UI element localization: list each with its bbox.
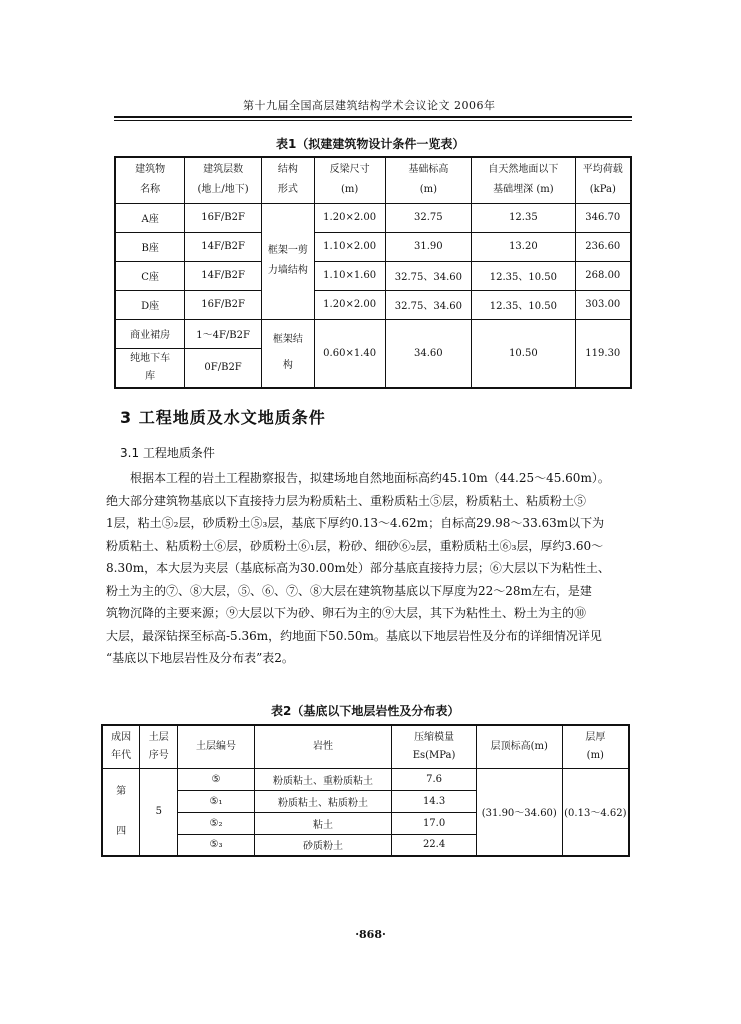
header-cell: 压缩模量 Es(MPa) [392,725,477,768]
table-cell: ⑤₁ [178,790,255,812]
table-cell: ⑤₂ [178,812,255,834]
table-row [115,290,631,319]
page-number: ·868· [355,928,386,941]
header-cell: 土层编号 [178,725,255,768]
structure-type-cell: 框架一剪力墙结构 [261,203,314,319]
table-row [102,768,629,790]
body-paragraph [106,467,640,670]
table-cell: 粉质粘土、粘质粉土 [254,790,391,812]
header-cell: 层厚 (m) [562,725,629,768]
era-cell: 第 四 [102,768,140,856]
table-cell: 1.10×1.60 [314,261,385,290]
table-cell: 粉质粘土、重粉质粘土 [254,768,391,790]
table-cell: (31.90～34.60) [476,768,562,856]
text-line: 1层，粘土⑤₂层，砂质粉土⑤₃层，基底下厚约0.13～4.62m；自标高29.98～33.63m以下为 [106,516,605,530]
table-cell: 12.35、10.50 [472,261,575,290]
table-row [115,261,631,290]
table-cell: 34.60 [385,319,472,388]
header-cell: 建筑层数 (地上/地下) [185,157,262,203]
table-cell: 14F/B2F [185,232,262,261]
table-cell: 14.3 [392,790,477,812]
table-row [115,319,631,348]
table-cell: 346.70 [575,203,631,232]
text-line: 绝大部分建筑物基底以下直接持力层为粉质粘土、重粉质粘土⑤层，粉质粘土、粘质粉土⑤ [106,493,587,508]
running-head: 第十九届全国高层建筑结构学术会议论文 2006年 [243,99,496,112]
header-cell: 反梁尺寸 (m) [314,157,385,203]
table-cell: 5 [140,768,178,856]
text-line: 粉土为主的⑦、⑧大层，⑤、⑥、⑦、⑧大层在建筑物基底以下厚度为22～28m左右，是建 [106,583,592,598]
structure-type-cell: 框架结构 [261,319,314,388]
table-cell: 303.00 [575,290,631,319]
table-cell: 22.4 [392,834,477,856]
table-cell: 0.60×1.40 [314,319,385,388]
table-cell: 14F/B2F [185,261,262,290]
table-cell: 0F/B2F [185,348,262,388]
header-cell: 自天然地面以下 基础埋深 (m) [472,157,575,203]
table-cell: 17.0 [392,812,477,834]
table-cell: 砂质粉土 [254,834,391,856]
text-line: 根据本工程的岩土工程勘察报告，拟建场地自然地面标高约45.10m（44.25～45.60m）。 [130,471,610,485]
text-line: 粉质粘土、粘质粉土⑥层，砂质粉土⑥₁层，粉砂、细砂⑥₂层，重粉质粘土⑥₃层，厚约3.60～ [106,538,604,553]
table-cell: 32.75、34.60 [385,290,472,319]
table-header-row [115,157,631,203]
table-cell: A座 [115,203,185,232]
text-line: 筑物沉降的主要来源；⑨大层以下为砂、卵石为主的⑨大层，其下为粘性土、粉土为主的⑩ [106,606,587,620]
table-cell: 12.35 [472,203,575,232]
table-cell: 13.20 [472,232,575,261]
text-line: “基底以下地层岩性及分布表”表2。 [106,651,294,665]
header-cell: 土层 序号 [140,725,178,768]
header-cell: 基础标高 (m) [385,157,472,203]
table-header-row [102,725,629,768]
table-cell: 16F/B2F [185,203,262,232]
text-line: 大层，最深钻探至标高-5.36m，约地面下50.50m。基底以下地层岩性及分布的详细情况详见 [106,628,602,643]
header-rule-thin [114,120,632,121]
table-cell: 32.75 [385,203,472,232]
header-rule [114,116,632,118]
text-line: 8.30m，本大层为夹层（基底标高为30.00m处）部分基底直接持力层；⑥大层以下为粘性土、 [106,561,610,575]
table-row [115,232,631,261]
header-cell: 结构 形式 [261,157,314,203]
table-cell: C座 [115,261,185,290]
table-cell: 纯地下车库 [115,348,185,388]
header-cell: 平均荷载 (kPa) [575,157,631,203]
table-cell: 268.00 [575,261,631,290]
design-conditions-table [114,156,632,389]
table-cell: 10.50 [472,319,575,388]
table-cell: 236.60 [575,232,631,261]
section-heading: 3 工程地质及水文地质条件 [120,408,326,427]
table2-caption: 表2（基底以下地层岩性及分布表） [271,704,460,718]
header-cell: 层顶标高(m) [476,725,562,768]
table-cell: 1.10×2.00 [314,232,385,261]
subsection-heading: 3.1 工程地质条件 [120,446,215,460]
table-cell: B座 [115,232,185,261]
table-cell: 1.20×2.00 [314,203,385,232]
strata-table [101,724,630,857]
table-cell: 7.6 [392,768,477,790]
table-cell: 119.30 [575,319,631,388]
table-cell: 粘土 [254,812,391,834]
table-cell: 16F/B2F [185,290,262,319]
header-cell: 建筑物 名称 [115,157,185,203]
table-cell: 商业裙房 [115,319,185,348]
table-row [115,203,631,232]
table-cell: D座 [115,290,185,319]
table-cell: (0.13～4.62) [562,768,629,856]
table-cell: 1～4F/B2F [185,319,262,348]
table1-caption: 表1（拟建建筑物设计条件一览表） [276,137,465,151]
table-cell: ⑤₃ [178,834,255,856]
table-cell: 1.20×2.00 [314,290,385,319]
table-cell: 12.35、10.50 [472,290,575,319]
table-cell: ⑤ [178,768,255,790]
header-cell: 岩性 [254,725,391,768]
table-cell: 31.90 [385,232,472,261]
table-cell: 32.75、34.60 [385,261,472,290]
header-cell: 成因 年代 [102,725,140,768]
